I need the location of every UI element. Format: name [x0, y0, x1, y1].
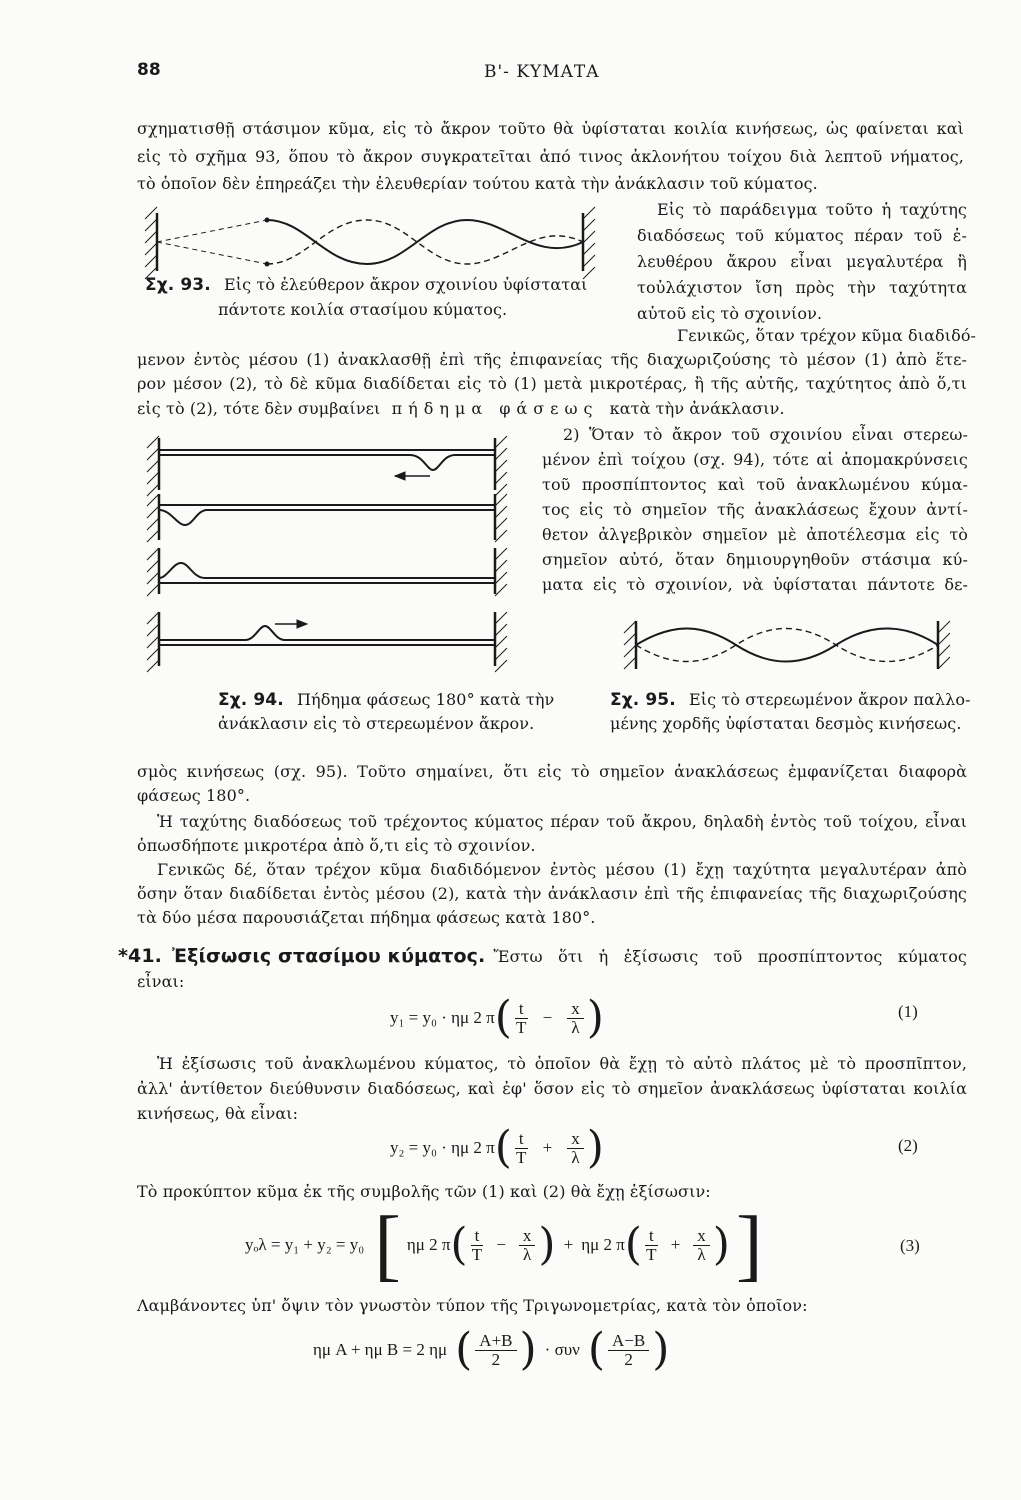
section-title: Ἐξίσωσις στασίμου κύματος. [172, 945, 486, 967]
side-text-line: τοὐλάχιστον ἴση πρὸς τὴν ταχύτητα [637, 278, 967, 297]
plus-sign: + [563, 1235, 574, 1254]
text-line: σμὸς κινήσεως (σχ. 95). Τοῦτο σημαίνει, ὅτι εἰς τὸ σημεῖον ἀνακλάσεως ἐμφανίζεται διαφορὰ [137, 762, 967, 781]
equation-3 [245, 1202, 763, 1288]
text-line: Ἡ ταχύτης διαδόσεως τοῦ τρέχοντος κύματος πέραν τοῦ ἄκρου, δηλαδὴ ἐντὸς τοῦ τοίχου, εἶναι [157, 812, 967, 831]
equation-number: (3) [900, 1236, 920, 1255]
paren-right: ) [712, 1219, 730, 1270]
side-text-line: Εἰς τὸ παράδειγμα τοῦτο ἡ ταχύτης [657, 200, 967, 219]
figure-93-caption [145, 275, 588, 295]
section-heading [118, 946, 967, 967]
running-title: Β'- ΚΥΜΑΤΑ [484, 62, 600, 82]
fraction-numerator: t [515, 1000, 528, 1019]
caption-text: Πήδημα φάσεως 180° κατὰ τὴν [296, 690, 555, 709]
equation-4 [313, 1320, 669, 1380]
fraction-denominator: 2 [491, 1349, 501, 1369]
text-line: εἶναι: [137, 972, 185, 991]
fraction-denominator: λ [571, 1017, 580, 1037]
figure-95-caption [610, 690, 971, 710]
eq-lhs: ημ A + ημ B = 2 ημ [313, 1340, 448, 1359]
caption-text: ἀνάκλασιν εἰς τὸ στερεωμένον ἄκρον. [218, 714, 535, 733]
side-text-line: ματα εἰς τὸ σχοινίον, νὰ ὑφίσταται πάντοτε δε- [542, 575, 968, 594]
figure-94 [145, 430, 515, 680]
caption-text: μένης χορδῆς ὑφίσταται δεσμὸς κινήσεως. [610, 714, 962, 733]
text-line: ἀλλ' ἀντίθετον διεύθυνσιν διαδόσεως, καὶ ἐφ' ὅσον εἰς τὸ σημεῖον ἀνακλάσεως ὑφίσταται κοιλία [137, 1079, 967, 1098]
side-text-line: 2) Ὅταν τὸ ἄκρον τοῦ σχοινίου εἶναι στερεω- [563, 425, 968, 444]
cosine-term: · συν [544, 1340, 580, 1359]
fraction-numerator: t [515, 1130, 528, 1149]
text-segment: εἰς τὸ (2), τότε δὲν συμβαίνει [137, 399, 381, 418]
text-line: μενον ἐντὸς μέσου (1) ἀνακλασθῇ ἐπὶ τῆς ἐπιφανείας τῆς διαχωριζούσης τὸ μέσον (1) ἀπὸ ἕτε- [137, 350, 967, 369]
caption-text: πάντοτε κοιλία στασίμου κύματος. [218, 300, 508, 319]
paren-left: ( [455, 1324, 473, 1375]
figure-95 [622, 615, 957, 675]
eq-lhs: y₂ = y₀ · ημ 2 π [390, 1138, 495, 1157]
paren-right: ) [652, 1324, 670, 1375]
text-line: τὰ δύο μέσα παρουσιάζεται πήδημα φάσεως κατὰ 180°. [137, 908, 596, 927]
side-text-line: διαδόσεως τοῦ κύματος πέραν τοῦ ἐ- [637, 226, 967, 245]
fraction-denominator: T [471, 1244, 483, 1264]
fraction-numerator: t [471, 1227, 484, 1246]
equation-2 [390, 1118, 604, 1178]
fraction-denominator: T [646, 1244, 657, 1264]
text-line: εἰς τὸ σχῆμα 93, ὅπου τὸ ἄκρον συγκρατεῖται ἀπό τινος ἀκλονήτου τοίχου διὰ λεπτοῦ νήματος, [137, 147, 964, 166]
fraction-numerator: x [567, 1000, 584, 1019]
plus-sign: + [670, 1235, 681, 1254]
text-line: ὅσην ὅταν διαδίδεται ἐντὸς μέσου (2), κατὰ τὴν ἀνάκλασιν ἐπὶ τῆς ἐπιφανείας τῆς διαχωριζούσης [137, 884, 967, 903]
text-line: ρον μέσον (2), τὸ δὲ κῦμα διαδίδεται εἰς τὸ (1) μετὰ μικροτέρας, ἢ τῆς αὐτῆς, ταχύτητος ἀπὸ ὅ,τι [137, 374, 967, 393]
sine-term: ημ 2 π [406, 1235, 451, 1254]
section-number: *41. [118, 945, 162, 967]
spaced-text: πήδημα φάσεως [391, 399, 599, 418]
caption-text: Εἰς τὸ ἐλεύθερον ἄκρον σχοινίου ὑφίσταται [223, 275, 588, 294]
figure-label: Σχ. 93. [145, 275, 211, 295]
text-line: Τὸ προκύπτον κῦμα ἐκ τῆς συμβολῆς τῶν (1) καὶ (2) θὰ ἔχῃ ἐξίσωσιν: [137, 1182, 711, 1201]
paren-right: ) [519, 1324, 537, 1375]
side-text-line: θετον ἀλγεβρικὸν σημεῖον μὲ ἀποτέλεσμα εἰς τὸ [542, 525, 968, 544]
text-line: κινήσεως, θὰ εἶναι: [137, 1104, 299, 1123]
text-segment: κατὰ τὴν ἀνάκλασιν. [609, 399, 785, 418]
equation-1 [390, 988, 604, 1048]
text-line: τὸ ὁποῖον δὲν ἐπηρεάζει τὴν ἐλευθερίαν τούτου κατὰ τὴν ἀνάκλασιν τοῦ κύματος. [137, 174, 818, 193]
text-line: Γενικῶς δέ, ὅταν τρέχον κῦμα διαδιδόμενον ἐντὸς μέσου (1) ἔχῃ ταχύτητα μεγαλυτέραν ἀπὸ [157, 860, 967, 879]
side-text-line: τος εἰς τὸ σημεῖον τῆς ἀνακλάσεως ἔχουν ἀντί- [542, 500, 968, 519]
text-line: Ἡ ἐξίσωσις τοῦ ἀνακλωμένου κύματος, τὸ ὁποῖον θὰ ἔχῃ τὸ αὐτὸ πλάτος μὲ τὸ προσπῖπτον, [157, 1054, 967, 1073]
equation-number: (1) [898, 1002, 918, 1021]
equation-number: (2) [898, 1136, 918, 1155]
fraction-numerator: x [693, 1227, 710, 1246]
sine-term: ημ 2 π [581, 1235, 625, 1254]
eq-lhs: yₒλ = y₁ + y₂ = y₀ [245, 1235, 365, 1254]
paren-right: ) [538, 1219, 556, 1270]
minus-sign: − [542, 1008, 553, 1027]
paren-left: ( [587, 1324, 606, 1375]
paren-right: ) [586, 992, 604, 1043]
eq-lhs: y₁ = y₀ · ημ 2 π [390, 1008, 495, 1027]
side-text-line: τοῦ προσπίπτοντος καὶ τοῦ ἀνακλωμένου κύμα- [542, 475, 968, 494]
fraction-denominator: T [516, 1147, 527, 1167]
minus-sign: − [496, 1235, 506, 1254]
side-text-line: αὐτοῦ εἰς τὸ σχοινίον. [637, 304, 823, 323]
fraction-numerator: A+B [475, 1332, 516, 1351]
paren-right: ) [586, 1122, 604, 1173]
fraction-denominator: λ [523, 1244, 532, 1264]
page-number: 88 [137, 60, 161, 80]
figure-93 [145, 205, 605, 277]
text-line: φάσεως 180°. [137, 786, 251, 805]
figure-94-caption [218, 690, 554, 710]
plus-sign: + [542, 1138, 553, 1157]
text-line: Λαμβάνοντες ὑπ' ὄψιν τὸν γνωστὸν τύπον τῆς Τριγωνομετρίας, κατὰ τὸν ὁποῖον: [137, 1296, 808, 1315]
text-line [137, 399, 785, 419]
text-segment: Ἔστω ὅτι ἡ ἐξίσωσις τοῦ προσπίπτοντος κύματος [493, 947, 967, 966]
fraction-denominator: 2 [624, 1349, 633, 1369]
text-line: σχηματισθῇ στάσιμον κῦμα, εἰς τὸ ἄκρον τοῦτο θὰ ὑφίσταται κοιλία κινήσεως, ὡς φαίνεται καὶ [137, 119, 964, 138]
figure-label: Σχ. 94. [218, 690, 284, 710]
paren-left: ( [494, 1122, 512, 1173]
fraction-denominator: T [516, 1017, 527, 1037]
fraction-numerator: A−B [608, 1332, 649, 1351]
bracket-right: ] [735, 1201, 763, 1289]
paren-left: ( [450, 1219, 468, 1270]
side-text-line: σημεῖον αὐτό, ὅταν δημιουργηθοῦν στάσιμα κύ- [542, 550, 968, 569]
fraction-numerator: x [519, 1227, 536, 1246]
figure-label: Σχ. 95. [610, 690, 676, 710]
fraction-numerator: t [645, 1227, 658, 1246]
bracket-left: [ [374, 1201, 401, 1289]
paren-left: ( [624, 1219, 642, 1270]
side-text-line: λευθέρου ἄκρου εἶναι μεγαλυτέρα ἢ [637, 252, 967, 271]
caption-text: Εἰς τὸ στερεωμένον ἄκρον παλλο- [688, 690, 971, 709]
fraction-denominator: λ [697, 1244, 706, 1264]
side-text-line: μένον ἐπὶ τοίχου (σχ. 94), τότε αἱ ἀπομακρύνσεις [542, 450, 968, 469]
text-line: Γενικῶς, ὅταν τρέχον κῦμα διαδιδό- [677, 326, 977, 345]
fraction-denominator: λ [571, 1147, 580, 1167]
fraction-numerator: x [567, 1130, 584, 1149]
text-line: ὁπωσδήποτε μικροτέρα ἀπὸ ὅ,τι εἰς τὸ σχοινίον. [137, 836, 536, 855]
paren-left: ( [494, 992, 512, 1043]
